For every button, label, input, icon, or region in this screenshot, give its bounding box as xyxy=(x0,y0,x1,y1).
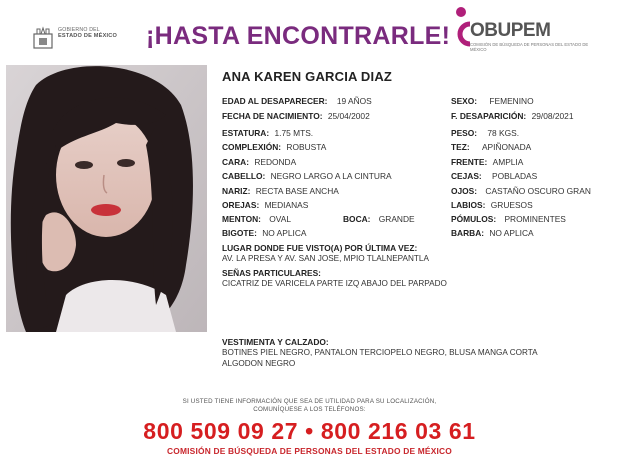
field-value: RECTA BASE ANCHA xyxy=(255,186,339,196)
field-value: MEDIANAS xyxy=(264,200,309,210)
portrait-image xyxy=(6,65,207,332)
field-complexion xyxy=(451,142,531,152)
field-label: F. DESAPARICIÓN: xyxy=(451,111,527,121)
page-title: ¡HASTA ENCONTRARLE! xyxy=(146,22,451,50)
phone-numbers: 800 509 09 27 • 800 216 03 61 xyxy=(143,418,476,444)
cobupem-name: OBUPEM xyxy=(470,20,551,41)
field-label: CARA: xyxy=(222,157,249,167)
field-forehead xyxy=(451,157,523,167)
footer-note-line-1: SI USTED TIENE INFORMACIÓN QUE SEA DE UTILIDAD PARA SU LOCALIZACIÓN, xyxy=(182,398,437,405)
field-face xyxy=(222,157,296,167)
field-label: PESO: xyxy=(451,128,478,138)
field-value: CASTAÑO OSCURO GRAN xyxy=(485,186,591,196)
field-eyes xyxy=(451,186,591,196)
field-value: REDONDA xyxy=(254,157,297,167)
field-value: NO APLICA xyxy=(262,228,307,238)
gov-line-1: GOBIERNO DEL xyxy=(58,27,100,33)
field-weight xyxy=(451,128,519,138)
marks-title: SEÑAS PARTICULARES: xyxy=(222,268,321,278)
field-hair xyxy=(222,171,392,181)
field-value: ROBUSTA xyxy=(286,142,327,152)
field-label: FRENTE: xyxy=(451,157,488,167)
government-logo xyxy=(32,24,124,52)
field-chin xyxy=(222,214,291,224)
field-label: LABIOS: xyxy=(451,200,486,210)
cobupem-logo xyxy=(450,6,610,58)
field-age xyxy=(222,96,372,106)
field-label: ESTATURA: xyxy=(222,128,270,138)
field-value: FEMENINO xyxy=(489,96,534,106)
field-eyebrows xyxy=(451,171,537,181)
last-seen-text: AV. LA PRESA Y AV. SAN JOSE, MPIO TLALNEPANTLA xyxy=(222,254,429,263)
field-label: CABELLO: xyxy=(222,171,266,181)
field-label: CEJAS: xyxy=(451,171,482,181)
state-emblem-icon xyxy=(32,26,54,50)
government-text xyxy=(58,27,117,39)
field-nose xyxy=(222,186,339,196)
field-label: EDAD AL DESAPARECER: xyxy=(222,96,328,106)
field-ears xyxy=(222,200,308,210)
gov-line-2: ESTADO DE MÉXICO xyxy=(58,33,118,39)
field-label: MENTON: xyxy=(222,214,261,224)
field-build xyxy=(222,142,326,152)
field-value: OVAL xyxy=(269,214,291,224)
field-label: SEXO: xyxy=(451,96,478,106)
field-beard xyxy=(451,228,534,238)
field-cheekbones xyxy=(451,214,566,224)
field-value: GRUESOS xyxy=(490,200,533,210)
cobupem-subtitle: COMISIÓN DE BÚSQUEDA DE PERSONAS DEL ESTADO DE MÉXICO xyxy=(470,42,589,52)
field-label: PÓMULOS: xyxy=(451,214,497,224)
last-seen-title: LUGAR DONDE FUE VISTO(A) POR ÚLTIMA VEZ: xyxy=(222,243,418,253)
field-disappearance-date xyxy=(451,111,573,121)
field-value: NO APLICA xyxy=(489,228,534,238)
clothing-line-2: ALGODON NEGRO xyxy=(222,359,296,368)
field-mustache xyxy=(222,228,306,238)
field-lips xyxy=(451,200,533,210)
field-value: 29/08/2021 xyxy=(531,111,574,121)
field-value: 78 KGS. xyxy=(487,128,520,138)
field-value: 19 AÑOS xyxy=(336,96,372,106)
person-photo xyxy=(6,65,207,332)
field-value: GRANDE xyxy=(378,214,415,224)
field-value: PROMINENTES xyxy=(504,214,566,224)
field-label: BOCA: xyxy=(343,214,371,224)
person-name: ANA KAREN GARCIA DIAZ xyxy=(222,69,393,84)
field-label: FECHA DE NACIMIENTO: xyxy=(222,111,323,121)
commission-name: COMISIÓN DE BÚSQUEDA DE PERSONAS DEL ESTADO DE MÉXICO xyxy=(167,446,452,456)
clothing-title: VESTIMENTA Y CALZADO: xyxy=(222,337,329,347)
field-label: OJOS: xyxy=(451,186,478,196)
field-value: 25/04/2002 xyxy=(327,111,370,121)
field-label: BIGOTE: xyxy=(222,228,257,238)
marks-text: CICATRIZ DE VARICELA PARTE IZQ ABAJO DEL PARPADO xyxy=(222,279,447,288)
field-mouth xyxy=(343,214,415,224)
field-label: TEZ: xyxy=(451,142,470,152)
field-label: BARBA: xyxy=(451,228,485,238)
field-value: NEGRO LARGO A LA CINTURA xyxy=(270,171,392,181)
field-birthdate xyxy=(222,111,370,121)
field-value: 1.75 MTS. xyxy=(274,128,314,138)
field-height xyxy=(222,128,313,138)
field-label: COMPLEXIÓN: xyxy=(222,142,282,152)
field-value: APIÑONADA xyxy=(481,142,532,152)
clothing-line-1: BOTINES PIEL NEGRO, PANTALON TERCIOPELO NEGRO, BLUSA MANGA CORTA xyxy=(222,348,538,357)
footer-note-line-2: COMUNÍQUESE A LOS TELÉFONOS: xyxy=(253,406,366,413)
field-sex xyxy=(451,96,534,106)
field-value: AMPLIA xyxy=(492,157,524,167)
field-value: POBLADAS xyxy=(492,171,538,181)
field-label: OREJAS: xyxy=(222,200,260,210)
field-label: NARIZ: xyxy=(222,186,251,196)
